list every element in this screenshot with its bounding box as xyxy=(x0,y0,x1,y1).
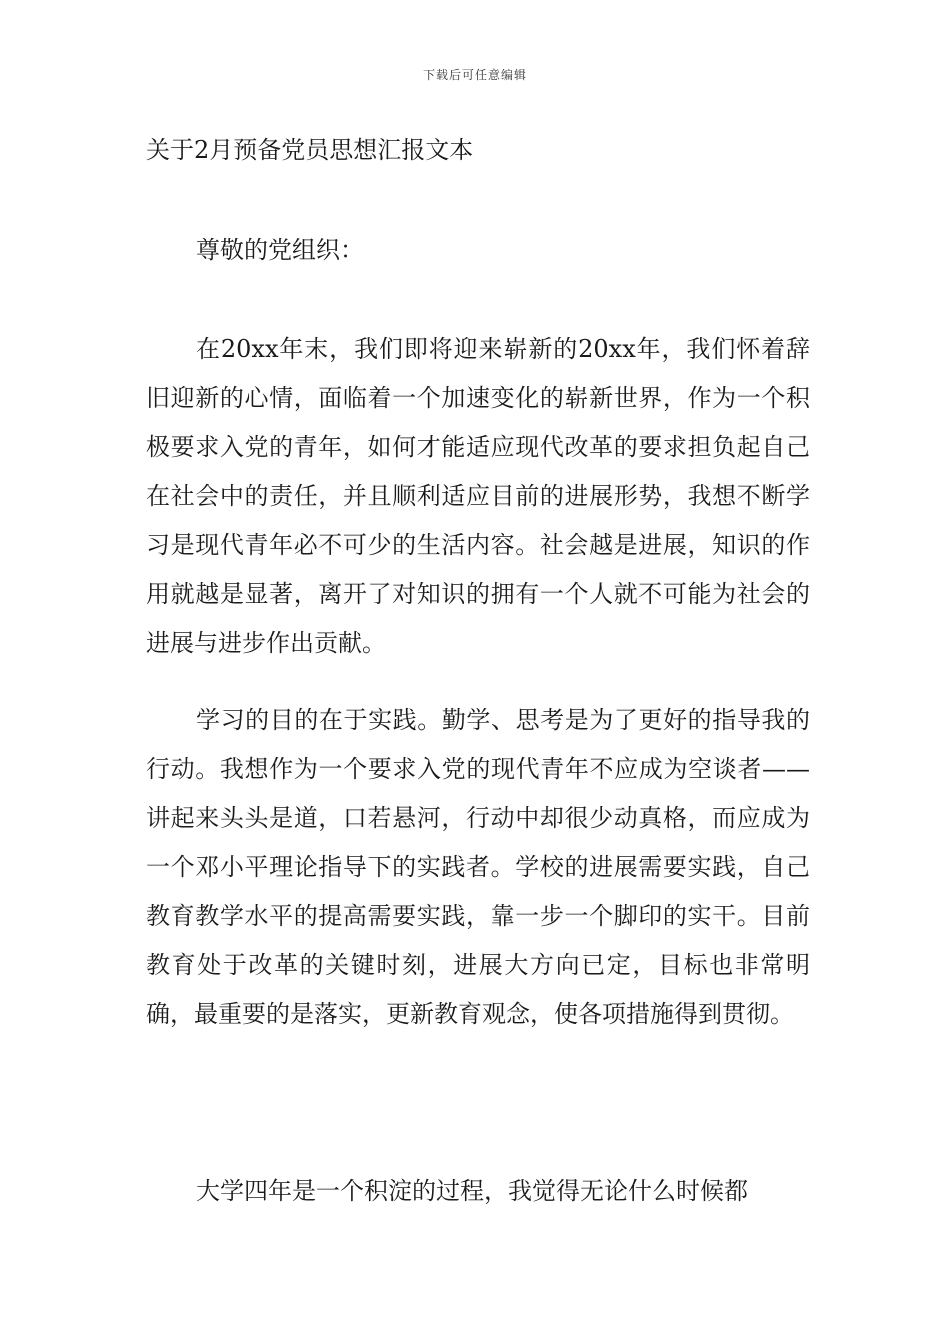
header-note: 下载后可任意编辑 xyxy=(422,68,527,82)
paragraph-1: 在20xx年末，我们即将迎来崭新的20xx年，我们怀着辞旧迎新的心情，面临着一个加速变化的崭新世界，作为一个积极要求入党的青年，如何才能适应现代改革的要求担负起自己在社会中的责任，并且顺利适应目前的进展形势，我想不断学习是现代青年必不可少的生活内容。社会越是进展，知识的作用就越是显著，离开了对知识的拥有一个人就不可能为社会的进展与进步作出贡献。 xyxy=(146,335,810,657)
document-title: 关于2月预备党员思想汇报文本 xyxy=(146,136,474,164)
salutation: 尊敬的党组织： xyxy=(196,236,364,264)
paragraph-2: 学习的目的在于实践。勤学、思考是为了更好的指导我的行动。我想作为一个要求入党的现代青年不应成为空谈者——讲起来头头是道，口若悬河，行动中却很少动真格，而应成为一个邓小平理论指导下的实践者。学校的进展需要实践，自己教育教学水平的提高需要实践，靠一步一个脚印的实干。目前教育处于改革的关键时刻，进展大方向已定，目标也非常明确，最重要的是落实，更新教育观念，使各项措施得到贯彻。 xyxy=(146,706,810,1028)
paragraph-3: 大学四年是一个积淀的过程，我觉得无论什么时候都 xyxy=(196,1177,748,1205)
